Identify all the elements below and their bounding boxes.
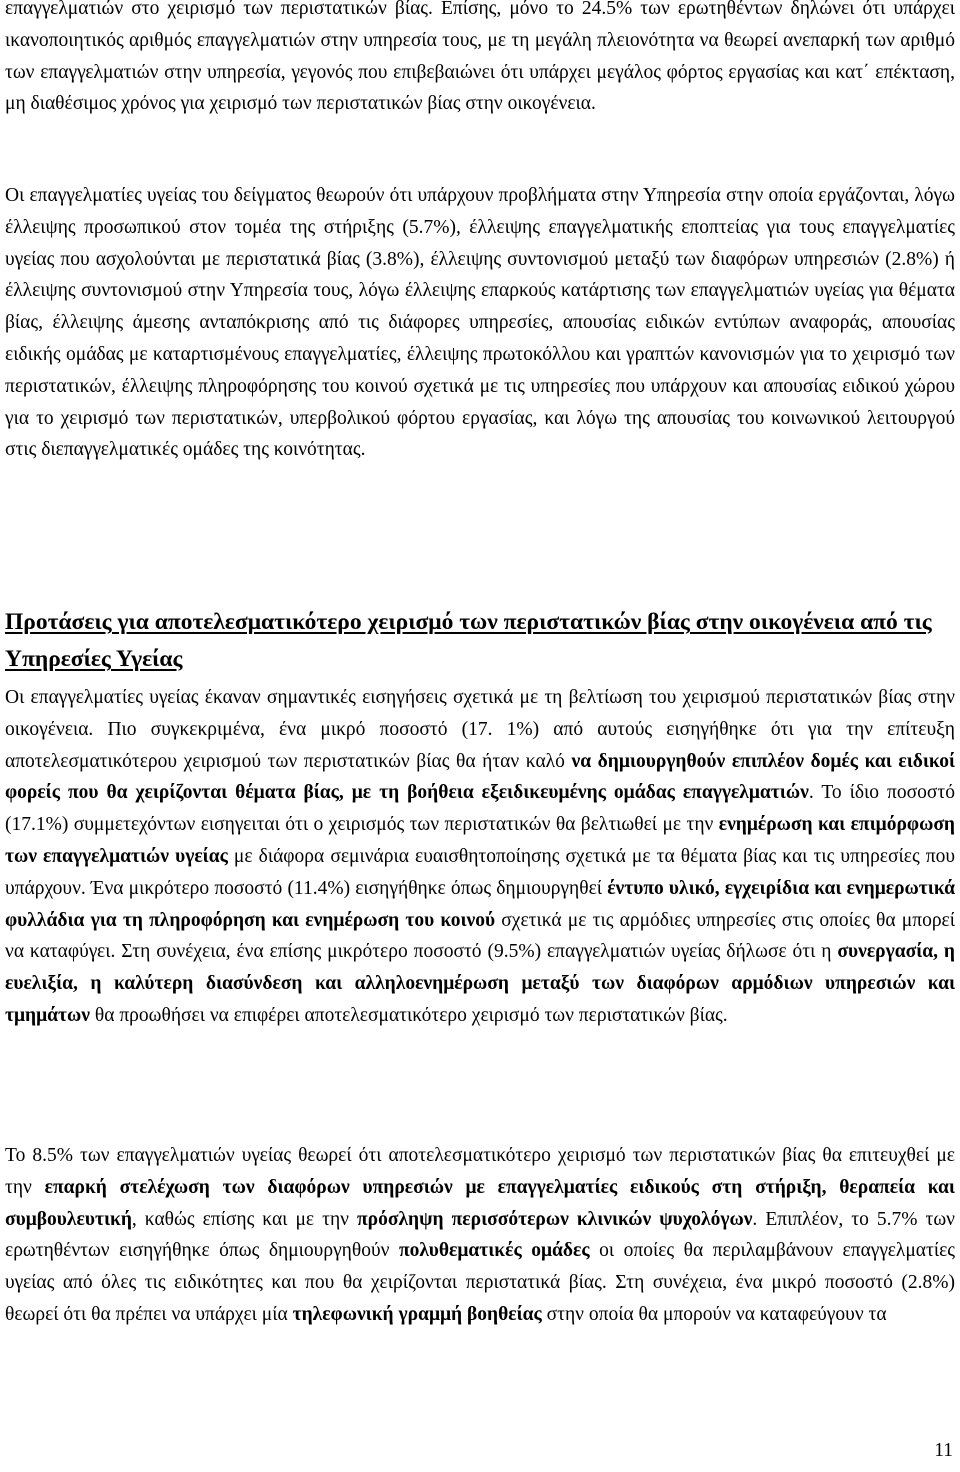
- page-number: 11: [934, 1440, 953, 1461]
- paragraph-4-run: οι οποίες θα περιλαμβάνουν επαγγελματίες υγείας από όλες τις ειδικότητες και που θα χειρίζονται περιστατικά βίας. Στη συνέχεια, ένα μικρό ποσοστό (2.8%) θεωρεί ότι θα πρέπει να υπάρχει μία: [5, 1240, 955, 1325]
- paragraph-3: [5, 682, 955, 1032]
- paragraph-4-run: , καθώς επίσης και με την: [131, 1208, 357, 1230]
- paragraph-4: [5, 1140, 955, 1331]
- paragraph-2: Οι επαγγελματίες υγείας του δείγματος θεωρούν ότι υπάρχουν προβλήματα στην Υπηρεσία στην οποία εργάζονται, λόγω έλλειψης προσωπικού στον τομέα της στήριξης (5.7%), έλλειψης επαγγελματικής εποπτείας για τους επαγγελματίες υγείας που ασχολούνται με περιστατικά βίας (3.8%), έλλειψης συντονισμού μεταξύ των διαφόρων υπηρεσιών (2.8%) ή έλλειψης συντονισμού στην Υπηρεσία τους, λόγω έλλειψης επαρκούς κατάρτισης των επαγγελματιών υγείας για θέματα βίας, έλλειψης άμεσης ανταπόκρισης από τις διάφορες υπηρεσίες, απουσίας ειδικών εντύπων αναφοράς, απουσίας ειδικής ομάδας με καταρτισμένους επαγγελματίες, έλλειψης πρωτοκόλλου και γραπτών κανονισμών για το χειρισμό των περιστατικών, έλλειψης πληροφόρησης του κοινού σχετικά με τις υπηρεσίες που υπάρχουν και απουσίας ειδικού χώρου για το χειρισμό των περιστατικών, υπερβολικού φόρτου εργασίας, και λόγω της απουσίας του κοινωνικού λειτουργού στις διεπαγγελματικές ομάδες της κοινότητας.: [5, 185, 955, 461]
- paragraph-3-run: Οι επαγγελματίες υγείας έκαναν σημαντικές εισηγήσεις σχετικά με τη βελτίωση του χειρισμού περιστατικών βίας στην οικογένεια. Πιο συγκεκριμένα, ένα μικρό ποσοστό (17. 1%) από αυτούς εισηγήθηκε ότι για την επίτευξη αποτελεσματικότερου χειρισμού των περιστατικών βίας θα ήταν καλό: [5, 687, 955, 772]
- paragraph-4-run: Το 8.5% των επαγγελματιών υγείας θεωρεί ότι αποτελεσματικότερο χειρισμό των περιστατικών βίας θα επιτευχθεί με την: [5, 1145, 955, 1198]
- paragraph-3-bold-run: ενημέρωση και επιμόρφωση των επαγγελματιών υγείας: [5, 814, 956, 867]
- paragraph-3-bold-run: να δημιουργηθούν επιπλέον δομές και ειδικοί φορείς που θα χειρίζονται θέματα βίας, με τη βοήθεια εξειδικευμένης ομάδας επαγγελματιών: [5, 750, 955, 804]
- paragraph-1: επαγγελματιών στο χειρισμό των περιστατικών βίας. Επίσης, μόνο το 24.5% των ερωτηθέντων δηλώνει ότι υπάρχει ικανοποιητικός αριθμός επαγγελματιών στην υπηρεσία τους, με τη μεγάλη πλειονότητα να θεωρεί ανεπαρκή των αριθμό των επαγγελματιών στην υπηρεσία, γεγονός που επιβεβαιώνει ότι υπάρχει μεγάλος φόρτος εργασίας και κατ΄ επέκταση, μη διαθέσιμος χρόνος για χειρισμό των περιστατικών βίας στην οικογένεια.: [5, 0, 955, 115]
- paragraph-3-bold-run: έντυπο υλικό, εγχειρίδια και ενημερωτικά φυλλάδια για τη πληροφόρηση και ενημέρωση του κοινού: [5, 877, 955, 931]
- document-page: [5, 0, 955, 1472]
- paragraph-4-run: στην οποία θα μπορούν να καταφεύγουν τα: [541, 1303, 887, 1325]
- paragraph-3-run: θα προωθήσει να επιφέρει αποτελεσματικότερο χειρισμό των περιστατικών βίας.: [90, 1004, 728, 1026]
- paragraph-4-bold-run: τηλεφωνική γραμμή βοηθείας: [292, 1303, 542, 1325]
- paragraph-3-run: με διάφορα σεμινάρια ευαισθητοποίησης σχετικά με τα θέματα βίας και τις υπηρεσίες που υπάρχουν. Ένα μικρότερο ποσοστό (11.4%) εισηγήθηκε όπως δημιουργηθεί: [5, 845, 955, 899]
- paragraph-3-run: σχετικά με τις αρμόδιες υπηρεσίες στις οποίες θα μπορεί να καταφύγει. Στη συνέχεια, ένα επίσης μικρότερο ποσοστό (9.5%) επαγγελματιών υγείας δήλωσε ότι η: [5, 909, 955, 963]
- paragraph-4-bold-run: πολυθεματικές ομάδες: [398, 1240, 590, 1262]
- paragraph-4-bold-run: επαρκή στελέχωση των διαφόρων υπηρεσιών με επαγγελματίες ειδικούς στη στήριξη, θεραπεία και συμβουλευτική: [5, 1176, 955, 1230]
- paragraph-3-bold-run: συνεργασία, η ευελιξία, η καλύτερη διασύνδεση και αλληλοενημέρωση μεταξύ των διαφόρων αρμόδιων υπηρεσιών και τμημάτων: [5, 941, 955, 1026]
- section-heading: Προτάσεις για αποτελεσματικότερο χειρισμό των περιστατικών βίας στην οικογένεια από τις Υπηρεσίες Υγείας: [5, 609, 932, 672]
- paragraph-4-run: . Επιπλέον, το 5.7% των ερωτηθέντων εισηγήθηκε όπως δημιουργηθούν: [5, 1208, 955, 1262]
- paragraph-4-bold-run: πρόσληψη περισσότερων κλινικών ψυχολόγων: [356, 1208, 753, 1230]
- paragraph-3-run: . Το ίδιο ποσοστό (17.1%) συμμετεχόντων εισηγειται ότι ο χειρισμός των περιστατικών θα βελτιωθεί με την: [5, 782, 955, 836]
